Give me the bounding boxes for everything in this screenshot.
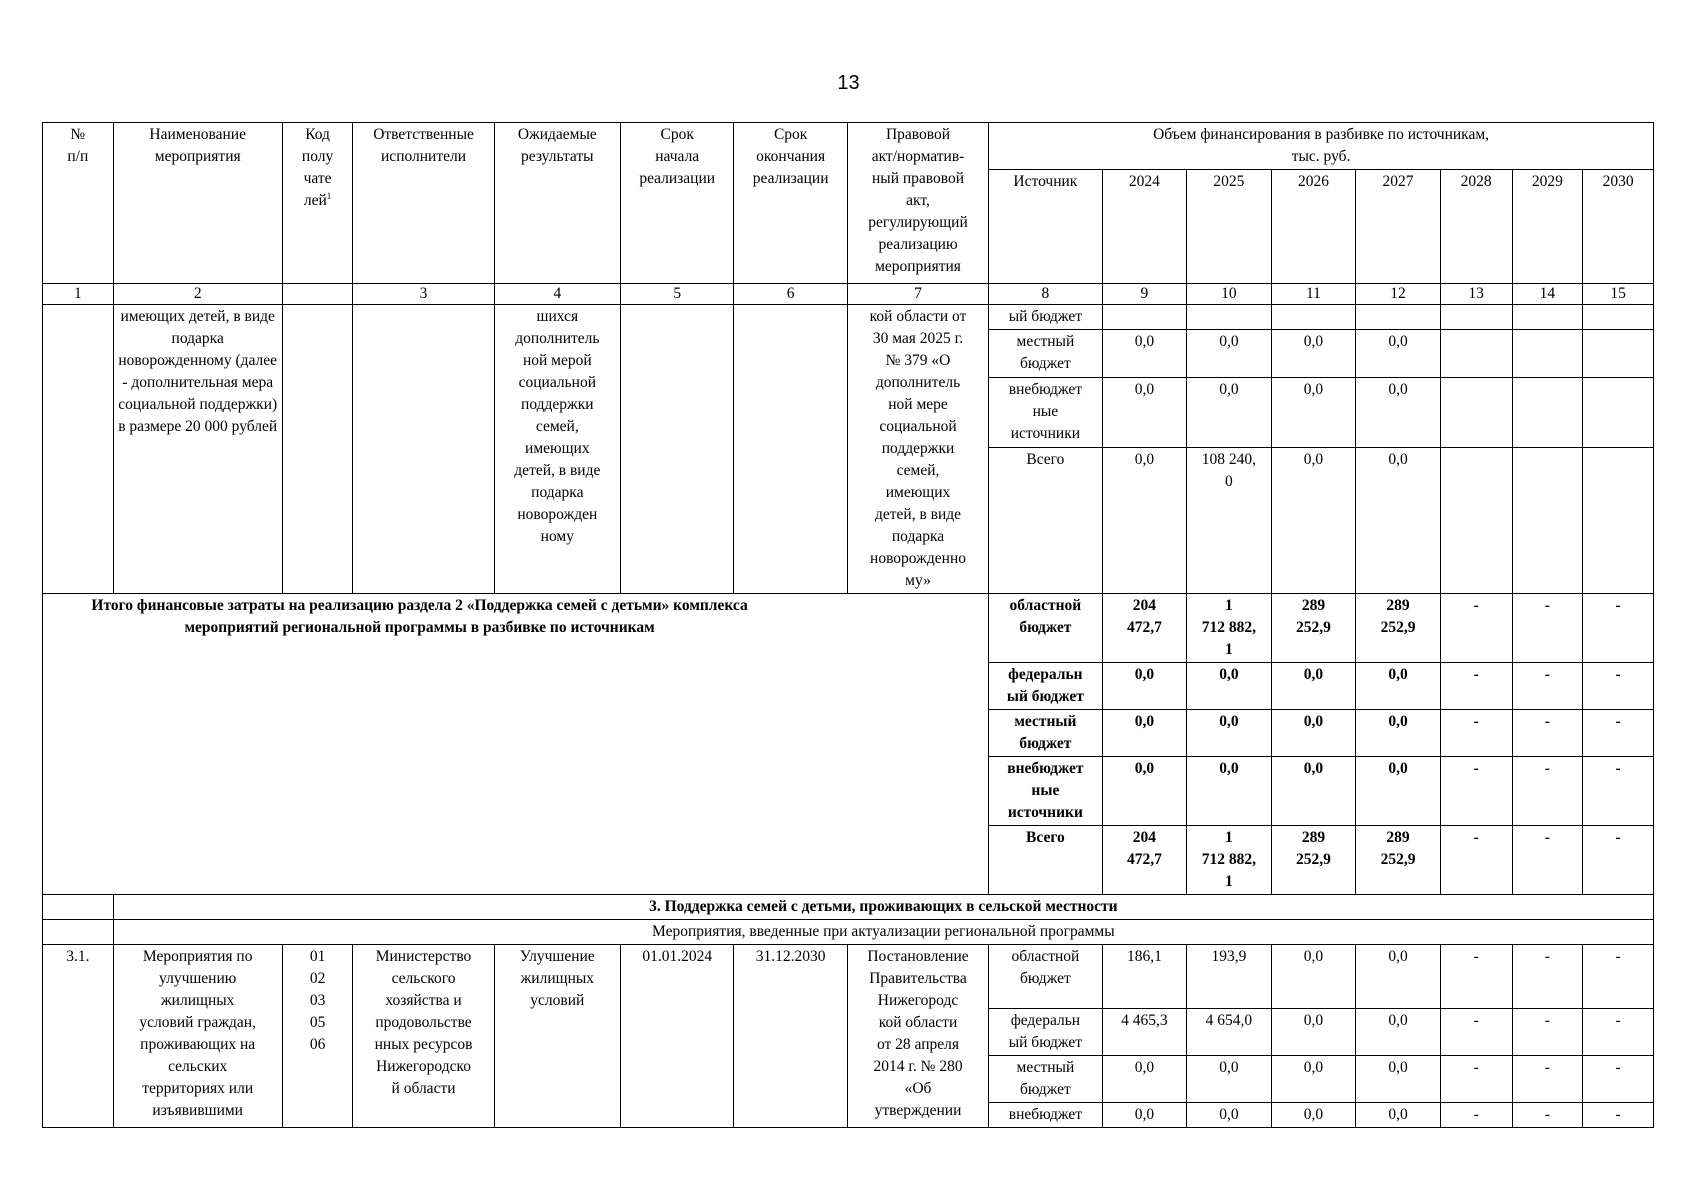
cell-num: 3.1. — [43, 945, 114, 1128]
column-number: 5 — [620, 284, 733, 305]
header-year: 2025 — [1187, 170, 1272, 284]
amount-cell: 4 654,0 — [1187, 1009, 1272, 1056]
amount-cell: 0,0 — [1356, 1103, 1441, 1128]
amount-cell: - — [1583, 663, 1654, 710]
amount-cell: - — [1583, 826, 1654, 895]
amount-cell: 289 252,9 — [1271, 594, 1356, 663]
amount-cell: - — [1440, 710, 1512, 757]
source-label: местный бюджет — [989, 710, 1102, 757]
column-number: 15 — [1583, 284, 1654, 305]
amount-cell: - — [1440, 1056, 1512, 1103]
amount-cell — [1583, 305, 1654, 330]
amount-cell: 0,0 — [1187, 710, 1272, 757]
header-start: Срок начала реализации — [620, 123, 733, 284]
total-row — [43, 594, 1654, 663]
source-label: Всего — [989, 826, 1102, 895]
cell-code — [282, 305, 353, 594]
amount-cell: 0,0 — [1356, 378, 1441, 448]
amount-cell: 0,0 — [1356, 663, 1441, 710]
amount-cell: 0,0 — [1102, 447, 1187, 593]
amount-cell — [1512, 447, 1583, 593]
amount-cell: 289 252,9 — [1356, 826, 1441, 895]
amount-cell: - — [1512, 945, 1583, 1009]
cell-legal: Постановление Правительства Нижегородс кой области от 28 апреля 2014 г. № 280 «Об утверждении — [847, 945, 988, 1128]
amount-cell: 0,0 — [1271, 1103, 1356, 1128]
amount-cell: 0,0 — [1271, 447, 1356, 593]
column-number: 12 — [1356, 284, 1441, 305]
header-end: Срок окончания реализации — [734, 123, 847, 284]
amount-cell: 0,0 — [1271, 663, 1356, 710]
column-number: 2 — [113, 284, 282, 305]
amount-cell: - — [1440, 945, 1512, 1009]
amount-cell: - — [1440, 1009, 1512, 1056]
amount-cell: 0,0 — [1102, 1103, 1187, 1128]
amount-cell: 0,0 — [1271, 945, 1356, 1009]
amount-cell — [1440, 378, 1512, 448]
column-number — [282, 284, 353, 305]
amount-cell: - — [1583, 1103, 1654, 1128]
column-number: 13 — [1440, 284, 1512, 305]
cell-start — [620, 305, 733, 594]
amount-cell: 0,0 — [1187, 757, 1272, 826]
amount-cell: 0,0 — [1356, 1056, 1441, 1103]
amount-cell: 0,0 — [1102, 378, 1187, 448]
cell-results: шихся дополнитель ной мерой социальной поддержки семей, имеющих детей, в виде подарка новорожден ному — [494, 305, 620, 594]
amount-cell: - — [1512, 1056, 1583, 1103]
cell-responsible: Министерство сельского хозяйства и продовольстве нных ресурсов Нижегородско й области — [353, 945, 494, 1128]
amount-cell: - — [1440, 757, 1512, 826]
column-numbers-row — [43, 284, 1654, 305]
amount-cell: 0,0 — [1356, 1009, 1441, 1056]
amount-cell: - — [1512, 1103, 1583, 1128]
source-label: местный бюджет — [989, 330, 1102, 378]
section-title-row — [43, 895, 1654, 920]
amount-cell: 204 472,7 — [1102, 826, 1187, 895]
cell-responsible — [353, 305, 494, 594]
amount-cell — [1271, 305, 1356, 330]
amount-cell — [1102, 305, 1187, 330]
source-label: областной бюджет — [989, 945, 1102, 1009]
amount-cell: 0,0 — [1356, 710, 1441, 757]
header-year: 2024 — [1102, 170, 1187, 284]
amount-cell: - — [1583, 1056, 1654, 1103]
source-label: местный бюджет — [989, 1056, 1102, 1103]
header-name: Наименование мероприятия — [113, 123, 282, 284]
amount-cell: 0,0 — [1187, 1103, 1272, 1128]
amount-cell: - — [1440, 663, 1512, 710]
header-code-text: Код полу чате лей — [301, 126, 334, 209]
amount-cell: 108 240, 0 — [1187, 447, 1272, 593]
amount-cell: 289 252,9 — [1271, 826, 1356, 895]
header-year: 2029 — [1512, 170, 1583, 284]
amount-cell: 0,0 — [1102, 1056, 1187, 1103]
header-code-footnote: 1 — [326, 190, 332, 201]
column-number: 7 — [847, 284, 988, 305]
cell-legal: кой области от 30 мая 2025 г. № 379 «О дополнитель ной мере социальной поддержки семей, имеющих детей, в виде подарка новорожденно му» — [847, 305, 988, 594]
amount-cell: 0,0 — [1356, 447, 1441, 593]
amount-cell — [1512, 330, 1583, 378]
amount-cell: - — [1583, 1009, 1654, 1056]
amount-cell: 0,0 — [1187, 378, 1272, 448]
amount-cell: 0,0 — [1102, 757, 1187, 826]
amount-cell — [1356, 305, 1441, 330]
amount-cell: 0,0 — [1356, 330, 1441, 378]
header-year: 2030 — [1583, 170, 1654, 284]
amount-cell: - — [1440, 594, 1512, 663]
amount-cell: 0,0 — [1102, 710, 1187, 757]
amount-cell — [1512, 305, 1583, 330]
total-label: Итого финансовые затраты на реализацию раздела 2 «Поддержка семей с детьми» комплекса мероприятий региональной программы в разбивке по источникам — [43, 594, 989, 895]
cell-end — [734, 305, 847, 594]
amount-cell: 1 712 882, 1 — [1187, 594, 1272, 663]
amount-cell: 204 472,7 — [1102, 594, 1187, 663]
amount-cell: 0,0 — [1187, 330, 1272, 378]
amount-cell: - — [1512, 710, 1583, 757]
header-year: 2026 — [1271, 170, 1356, 284]
source-label: внебюджет — [989, 1103, 1102, 1128]
amount-cell: 0,0 — [1187, 663, 1272, 710]
column-number: 6 — [734, 284, 847, 305]
amount-cell — [1440, 305, 1512, 330]
amount-cell: - — [1440, 1103, 1512, 1128]
source-label: Всего — [989, 447, 1102, 593]
header-year: 2027 — [1356, 170, 1441, 284]
amount-cell — [1512, 378, 1583, 448]
financing-table — [42, 122, 1654, 1128]
column-number: 10 — [1187, 284, 1272, 305]
cell-name: имеющих детей, в виде подарка новорожденному (далее - дополнительная мера социальной поддержки) в размере 20 000 рублей — [113, 305, 282, 594]
amount-cell: 4 465,3 — [1102, 1009, 1187, 1056]
amount-cell: - — [1512, 757, 1583, 826]
section-title-spacer — [43, 895, 114, 920]
amount-cell: 0,0 — [1271, 330, 1356, 378]
cell-name: Мероприятия по улучшению жилищных условий граждан, проживающих на сельских территориях или изъявившими — [113, 945, 282, 1128]
amount-cell: 0,0 — [1102, 663, 1187, 710]
amount-cell: 0,0 — [1356, 945, 1441, 1009]
amount-cell — [1583, 447, 1654, 593]
column-number: 1 — [43, 284, 114, 305]
column-number: 3 — [353, 284, 494, 305]
amount-cell: 0,0 — [1356, 757, 1441, 826]
column-number: 9 — [1102, 284, 1187, 305]
column-number: 8 — [989, 284, 1102, 305]
table-row — [43, 305, 1654, 330]
cell-start: 01.01.2024 — [620, 945, 733, 1128]
table-row — [43, 945, 1654, 1009]
header-results: Ожидаемые результаты — [494, 123, 620, 284]
amount-cell: 289 252,9 — [1356, 594, 1441, 663]
amount-cell — [1440, 330, 1512, 378]
source-label: областной бюджет — [989, 594, 1102, 663]
amount-cell: 193,9 — [1187, 945, 1272, 1009]
header-responsible: Ответственные исполнители — [353, 123, 494, 284]
cell-num — [43, 305, 114, 594]
header-year: 2028 — [1440, 170, 1512, 284]
page-number: 13 — [837, 72, 860, 94]
source-label: федеральн ый бюджет — [989, 663, 1102, 710]
source-label: федеральн ый бюджет — [989, 1009, 1102, 1056]
amount-cell — [1187, 305, 1272, 330]
amount-cell: 0,0 — [1271, 710, 1356, 757]
amount-cell: 0,0 — [1271, 1056, 1356, 1103]
section-subtitle-row — [43, 920, 1654, 945]
amount-cell — [1440, 447, 1512, 593]
amount-cell: - — [1512, 1009, 1583, 1056]
amount-cell — [1583, 378, 1654, 448]
section-subtitle-spacer — [43, 920, 114, 945]
column-number: 14 — [1512, 284, 1583, 305]
header-source: Источник — [989, 170, 1102, 284]
amount-cell: - — [1583, 945, 1654, 1009]
amount-cell: 0,0 — [1271, 1009, 1356, 1056]
section-title: 3. Поддержка семей с детьми, проживающих в сельской местности — [113, 895, 1653, 920]
amount-cell: - — [1512, 594, 1583, 663]
amount-cell: 1 712 882, 1 — [1187, 826, 1272, 895]
header-code — [282, 123, 353, 284]
amount-cell: - — [1583, 757, 1654, 826]
amount-cell: - — [1512, 826, 1583, 895]
amount-cell: 0,0 — [1102, 330, 1187, 378]
source-label: внебюджет ные источники — [989, 757, 1102, 826]
amount-cell: - — [1583, 710, 1654, 757]
amount-cell: - — [1583, 594, 1654, 663]
cell-code: 01 02 03 05 06 — [282, 945, 353, 1128]
column-number: 4 — [494, 284, 620, 305]
amount-cell: 0,0 — [1187, 1056, 1272, 1103]
cell-end: 31.12.2030 — [734, 945, 847, 1128]
amount-cell: 0,0 — [1271, 378, 1356, 448]
amount-cell — [1583, 330, 1654, 378]
header-num: № п/п — [43, 123, 114, 284]
column-number: 11 — [1271, 284, 1356, 305]
source-label: ый бюджет — [989, 305, 1102, 330]
cell-results: Улучшение жилищных условий — [494, 945, 620, 1128]
header-legal: Правовой акт/норматив- ный правовой акт, регулирующий реализацию мероприятия — [847, 123, 988, 284]
header-financing: Объем финансирования в разбивке по источникам, тыс. руб. — [989, 123, 1654, 170]
amount-cell: 0,0 — [1271, 757, 1356, 826]
amount-cell: - — [1512, 663, 1583, 710]
section-subtitle: Мероприятия, введенные при актуализации региональной программы — [113, 920, 1653, 945]
source-label: внебюджет ные источники — [989, 378, 1102, 448]
amount-cell: - — [1440, 826, 1512, 895]
amount-cell: 186,1 — [1102, 945, 1187, 1009]
